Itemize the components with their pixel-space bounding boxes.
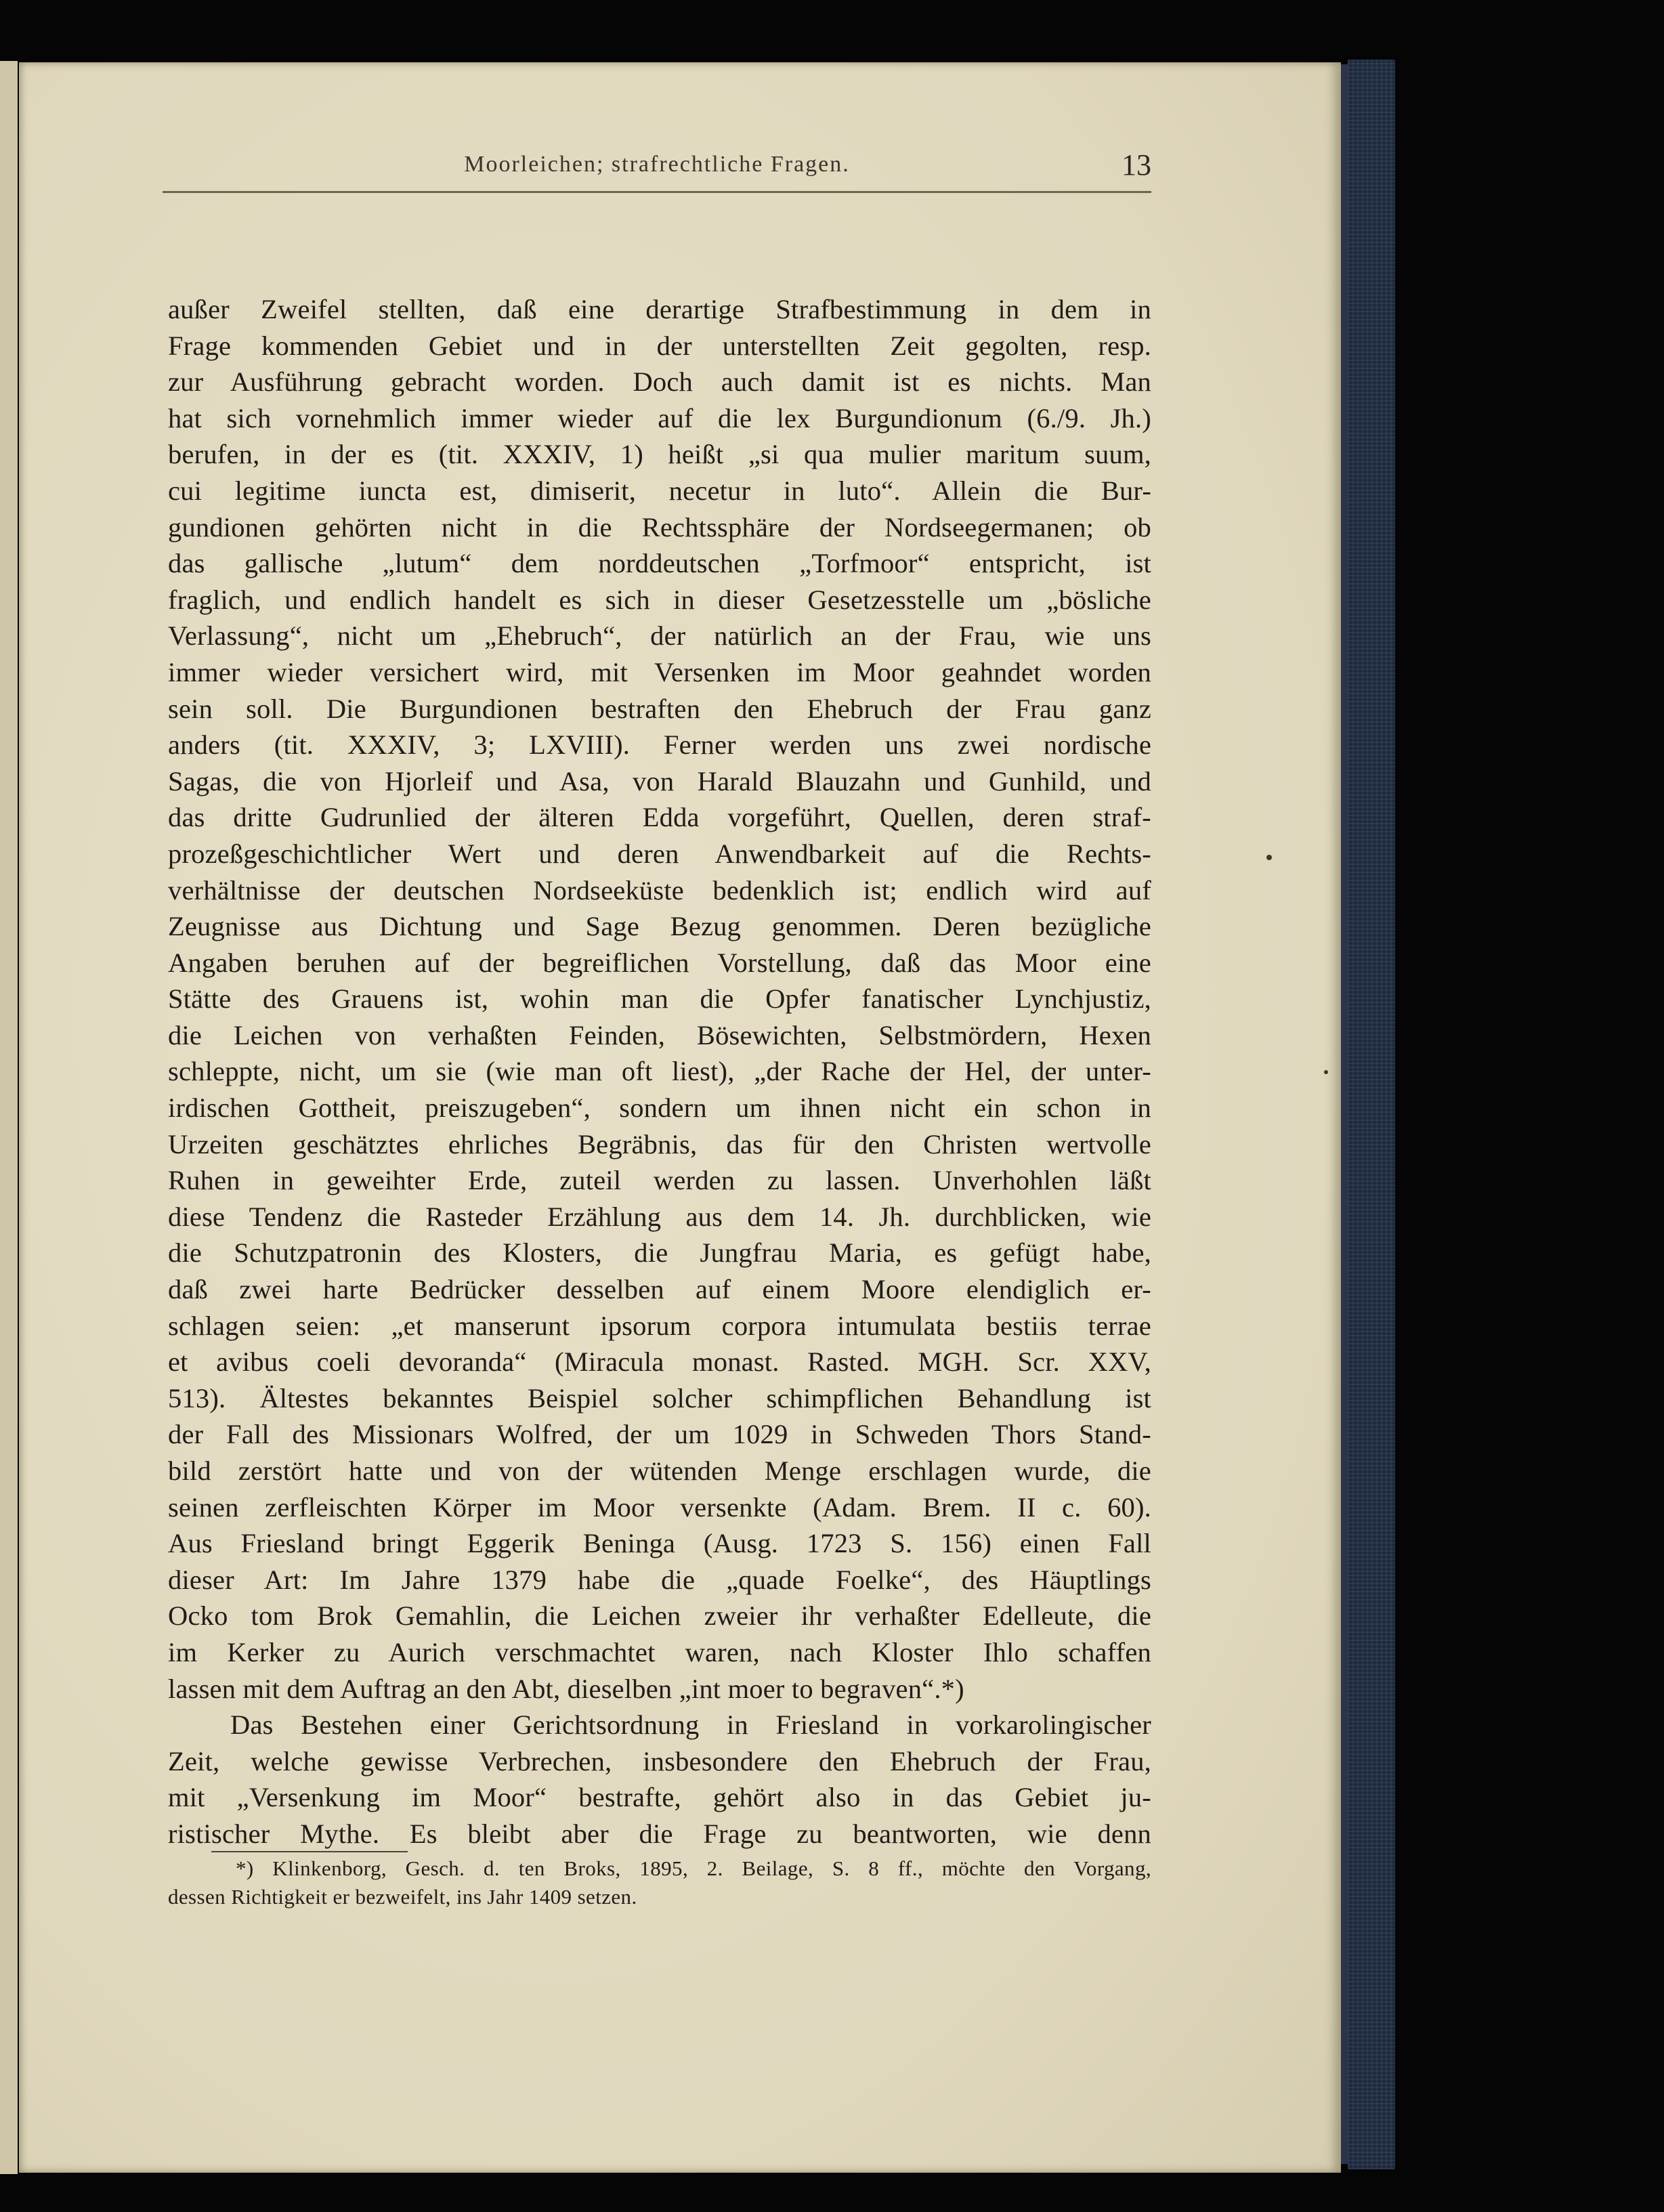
body-line: Zeugnisse aus Dichtung und Sage Bezug genommen. Deren bezügliche [168, 911, 1151, 942]
facing-page-edge [0, 61, 18, 2174]
body-line: Ocko tom Brok Gemahlin, die Leichen zweier ihr verhaßter Edelleute, die [168, 1600, 1151, 1632]
body-line: et avibus coeli devoranda“ (Miracula monast. Rasted. MGH. Scr. XXV, [168, 1346, 1151, 1378]
body-line: Verlassung“, nicht um „Ehebruch“, der natürlich an der Frau, wie uns [168, 620, 1151, 652]
footnote-line: *) Klinkenborg, Gesch. d. ten Broks, 1895, 2. Beilage, S. 8 ff., möchte den Vorgang, [236, 1856, 1151, 1880]
body-line: Stätte des Grauens ist, wohin man die Opfer fanatischer Lynchjustiz, [168, 983, 1151, 1015]
footnote-line: dessen Richtigkeit er bezweifelt, ins Jahr 1409 setzen. [168, 1885, 637, 1909]
body-line: irdischen Gottheit, preiszugeben“, sondern um ihnen nicht ein schon in [168, 1092, 1151, 1124]
body-line: diese Tendenz die Rasteder Erzählung aus dem 14. Jh. durchblicken, wie [168, 1201, 1151, 1232]
body-line: ristischer Mythe. Es bleibt aber die Frage zu beantworten, wie denn [168, 1818, 1151, 1849]
footnote-rule [211, 1851, 408, 1852]
body-line: Zeit, welche gewisse Verbrechen, insbesondere den Ehebruch der Frau, [168, 1745, 1151, 1777]
page-number: 13 [1122, 148, 1151, 182]
body-line: Ruhen in geweihter Erde, zuteil werden zu lassen. Unverhohlen läßt [168, 1165, 1151, 1196]
running-title: Moorleichen; strafrechtliche Fragen. [464, 152, 850, 177]
body-line: bild zerstört hatte und von der wütenden Menge erschlagen wurde, die [168, 1455, 1151, 1486]
body-line: lassen mit dem Auftrag an den Abt, dieselben „int moer to begraven“.*) [168, 1673, 964, 1704]
body-line: Das Bestehen einer Gerichtsordnung in Friesland in vorkarolingischer [230, 1709, 1151, 1741]
body-line: schleppte, nicht, um sie (wie man oft liest), „der Rache der Hel, der unter- [168, 1056, 1151, 1087]
body-line: dieser Art: Im Jahre 1379 habe die „quade Foelke“, des Häuptlings [168, 1564, 1151, 1595]
book-cover [1348, 60, 1395, 2169]
body-line: sein soll. Die Burgundionen bestraften den Ehebruch der Frau ganz [168, 693, 1151, 724]
body-line: fraglich, und endlich handelt es sich in dieser Gesetzesstelle um „bösliche [168, 584, 1151, 615]
body-line: mit „Versenkung im Moor“ bestrafte, gehört also in das Gebiet ju- [168, 1782, 1151, 1813]
body-line: anders (tit. XXXIV, 3; LXVIII). Ferner werden uns zwei nordische [168, 729, 1151, 761]
body-line: zur Ausführung gebracht worden. Doch auch damit ist es nichts. Man [168, 366, 1151, 398]
body-line: hat sich vornehmlich immer wieder auf die lex Burgundionum (6./9. Jh.) [168, 402, 1151, 433]
body-line: schlagen seien: „et manserunt ipsorum corpora intumulata bestiis terrae [168, 1310, 1151, 1341]
body-line: cui legitime iuncta est, dimiserit, necetur in luto“. Allein die Bur- [168, 475, 1151, 506]
body-line: außer Zweifel stellten, daß eine derartige Strafbestimmung in dem in [168, 294, 1151, 324]
body-line: Frage kommenden Gebiet und in der unterstellten Zeit gegolten, resp. [168, 330, 1151, 361]
body-line: Sagas, die von Hjorleif und Asa, von Harald Blauzahn und Gunhild, und [168, 765, 1151, 796]
body-line: verhältnisse der deutschen Nordseeküste bedenklich ist; endlich wird auf [168, 874, 1151, 906]
body-line: immer wieder versichert wird, mit Versenken im Moor geahndet worden [168, 656, 1151, 687]
header-rule [163, 191, 1151, 193]
body-line: prozeßgeschichtlicher Wert und deren Anwendbarkeit auf die Rechts- [168, 838, 1151, 869]
body-line: Aus Friesland bringt Eggerik Beninga (Ausg. 1723 S. 156) einen Fall [168, 1528, 1151, 1559]
body-line: seinen zerfleischten Körper im Moor versenkte (Adam. Brem. II c. 60). [168, 1491, 1151, 1523]
body-line: gundionen gehörten nicht in die Rechtssphäre der Nordseegermanen; ob [168, 511, 1151, 543]
ink-speck [1266, 855, 1272, 860]
body-line: der Fall des Missionars Wolfred, der um 1029 in Schweden Thors Stand- [168, 1419, 1151, 1450]
body-line: daß zwei harte Bedrücker desselben auf einem Moore elendiglich er- [168, 1274, 1151, 1305]
footnotes [168, 1854, 1151, 1911]
body-line: die Leichen von verhaßten Feinden, Bösewichten, Selbstmördern, Hexen [168, 1019, 1151, 1050]
body-line: die Schutzpatronin des Klosters, die Jungfrau Maria, es gefügt habe, [168, 1237, 1151, 1269]
page-header [163, 142, 1151, 190]
ink-speck [1324, 1070, 1328, 1074]
body-line: das gallische „lutum“ dem norddeutschen „Torfmoor“ entspricht, ist [168, 548, 1151, 579]
body-line: berufen, in der es (tit. XXXIV, 1) heißt „si qua mulier maritum suum, [168, 439, 1151, 470]
body-line: Urzeiten geschätztes ehrliches Begräbnis, das für den Christen wertvolle [168, 1128, 1151, 1160]
body-line: Angaben beruhen auf der begreiflichen Vorstellung, daß das Moor eine [168, 947, 1151, 978]
body-line: das dritte Gudrunlied der älteren Edda vorgeführt, Quellen, deren straf- [168, 802, 1151, 833]
body-line: im Kerker zu Aurich verschmachtet waren, nach Kloster Ihlo schaffen [168, 1636, 1151, 1667]
body-line: 513). Ältestes bekanntes Beispiel solcher schimpflichen Behandlung ist [168, 1382, 1151, 1413]
body-text [168, 291, 1151, 1852]
